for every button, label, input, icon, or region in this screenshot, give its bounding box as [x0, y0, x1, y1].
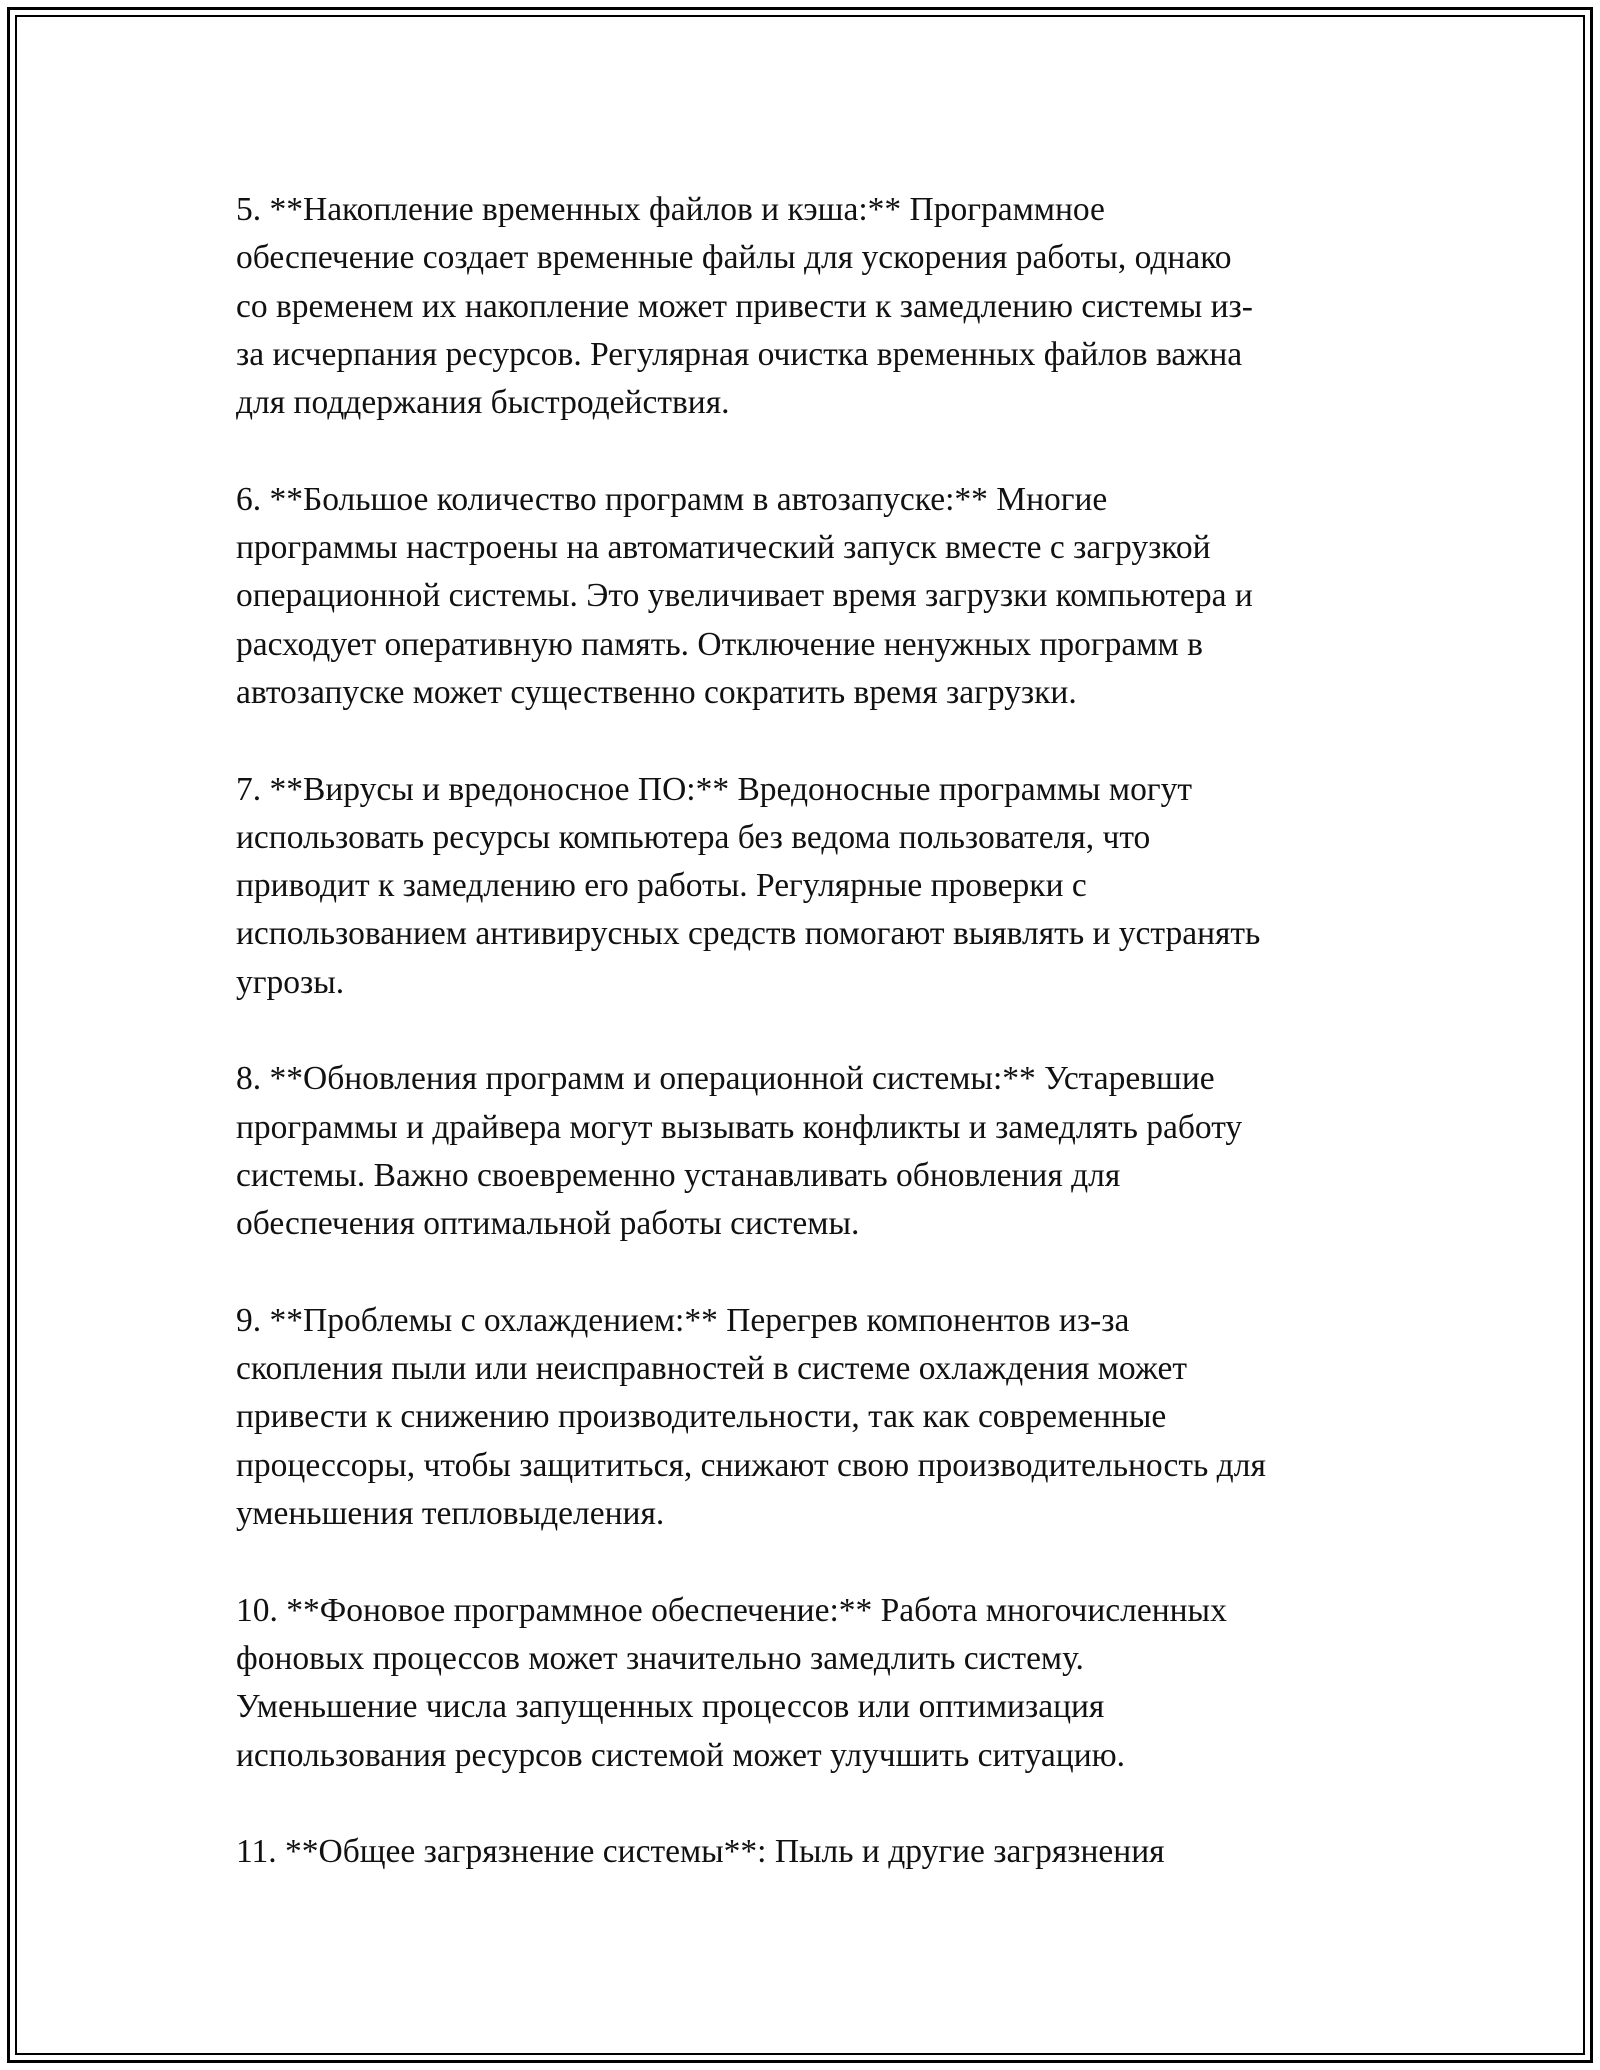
paragraph-item-11: 11. **Общее загрязнение системы**: Пыль и другие загрязнения [236, 1833, 1165, 1871]
paragraph-item-5: 5. **Накопление временных файлов и кэша:** Программное обеспечение создает временные файлы для ускорения работы, однако со временем их накопление может привести к замедлению системы из- за исчерпания ресурсов. Регулярная очистка временных файлов важна для поддержания быстродействия. [236, 191, 1253, 422]
paragraph-item-8: 8. **Обновления программ и операционной системы:** Устаревшие программы и драйвера могут вызывать конфликты и замедлять работу системы. Важно своевременно устанавливать обновления для обеспечения оптимальной работы системы. [236, 1060, 1243, 1243]
paragraph-item-7: 7. **Вирусы и вредоносное ПО:** Вредоносные программы могут использовать ресурсы компьютера без ведома пользователя, что приводит к замедлению его работы. Регулярные проверки с использованием антивирусных средств помогают выявлять и устранять угрозы. [236, 770, 1261, 1001]
paragraph-item-6: 6. **Большое количество программ в автозапуске:** Многие программы настроены на автоматический запуск вместе с загрузкой операционной системы. Это увеличивает время загрузки компьютера и расходует оперативную память. Отключение ненужных программ в автозапуске может существенно сократить время загрузки. [236, 480, 1253, 711]
paragraph-item-10: 10. **Фоновое программное обеспечение:** Работа многочисленных фоновых процессов может значительно замедлить систему. Уменьшение числа запущенных процессов или оптимизация использования ресурсов системой может улучшить ситуацию. [236, 1591, 1227, 1774]
paragraph-item-9: 9. **Проблемы с охлаждением:** Перегрев компонентов из-за скопления пыли или неисправностей в системе охлаждения может привести к снижению производительности, так как современные процессоры, чтобы защититься, снижают свою производительность для уменьшения тепловыделения. [236, 1301, 1266, 1533]
document-body [236, 186, 1366, 1876]
